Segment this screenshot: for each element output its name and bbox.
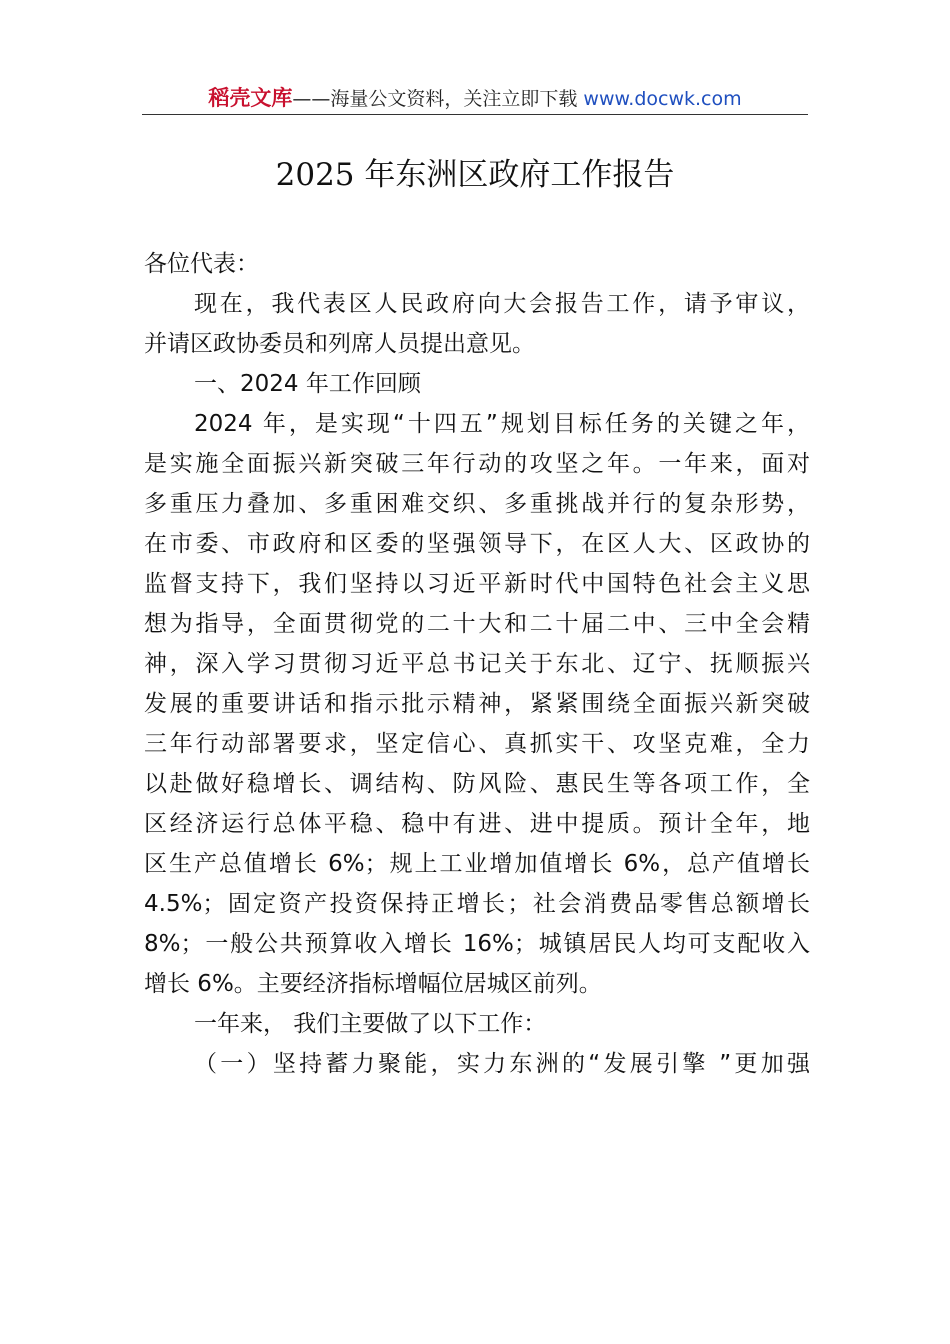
paragraph-line: 8%；一般公共预算收入增长 16%；城镇居民人均可支配收入 <box>144 931 810 957</box>
brand-name: 稻壳文库 <box>208 86 293 110</box>
section-heading: 一、2024 年工作回顾 <box>194 371 421 397</box>
paragraph-line: 多重压力叠加、多重困难交织、多重挑战并行的复杂形势， <box>144 491 810 517</box>
paragraph-line: 区经济运行总体平稳、稳中有进、进中提质。预计全年，地 <box>144 811 810 837</box>
paragraph-line: 现在，我代表区人民政府向大会报告工作，请予审议， <box>194 291 810 317</box>
paragraph-line: 三年行动部署要求，坚定信心、真抓实干、攻坚克难，全力 <box>144 731 810 757</box>
header-slogan: ——海量公文资料，关注立即下载 <box>292 88 578 110</box>
site-link[interactable]: www.docwk.com <box>583 88 742 110</box>
document-body <box>144 244 810 1084</box>
paragraph-line: 发展的重要讲话和指示批示精神，紧紧围绕全面振兴新突破 <box>144 691 810 717</box>
paragraph-line: 区生产总值增长 6%；规上工业增加值增长 6%，总产值增长 <box>144 851 810 877</box>
paragraph-line: 并请区政协委员和列席人员提出意见。 <box>144 331 535 357</box>
header-divider <box>142 114 808 115</box>
paragraph-line: 想为指导，全面贯彻党的二十大和二十届二中、三中全会精 <box>144 611 810 637</box>
paragraph-line: 是实施全面振兴新突破三年行动的攻坚之年。一年来，面对 <box>144 451 810 477</box>
paragraph-line: 监督支持下，我们坚持以习近平新时代中国特色社会主义思 <box>144 571 810 597</box>
paragraph-line: 以赴做好稳增长、调结构、防风险、惠民生等各项工作，全 <box>144 771 810 797</box>
paragraph-line: 增长 6%。主要经济指标增幅位居城区前列。 <box>144 971 602 997</box>
paragraph-line: 2024 年，是实现“十四五”规划目标任务的关键之年， <box>194 411 810 437</box>
subsection-heading: （一）坚持蓄力聚能，实力东洲的“发展引擎 ”更加强 <box>194 1051 810 1077</box>
document-title: 2025 年东洲区政府工作报告 <box>275 157 675 193</box>
document-header <box>142 84 808 112</box>
paragraph-line: 一年来， 我们主要做了以下工作： <box>194 1011 547 1037</box>
salutation: 各位代表： <box>144 251 259 277</box>
paragraph-line: 4.5%；固定资产投资保持正增长；社会消费品零售总额增长 <box>144 891 810 917</box>
paragraph-line: 在市委、市政府和区委的坚强领导下，在区人大、区政协的 <box>144 531 810 557</box>
paragraph-line: 神，深入学习贯彻习近平总书记关于东北、辽宁、抚顺振兴 <box>144 651 810 677</box>
